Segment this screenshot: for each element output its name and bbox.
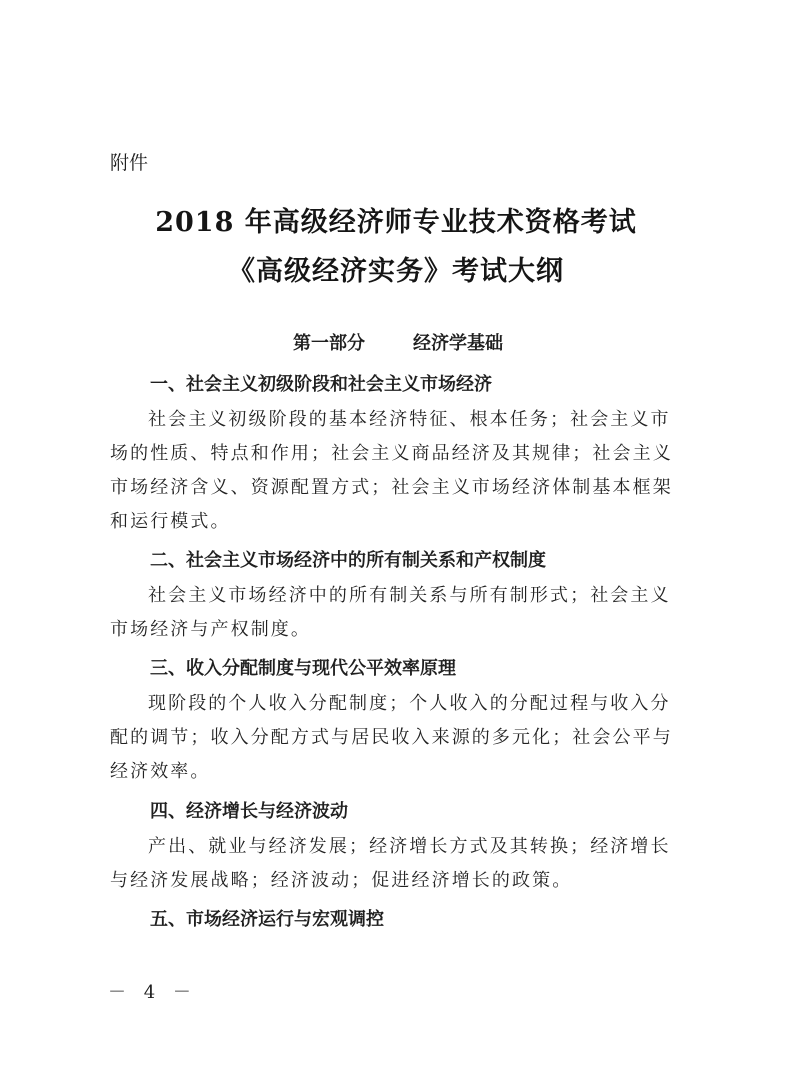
section-3-line-2: 配的调节；收入分配方式与居民收入来源的多元化；社会公平与	[110, 727, 673, 748]
section-4-line-1: 产出、就业与经济发展；经济增长方式及其转换；经济增长	[148, 836, 671, 857]
section-heading-1: 一、社会主义初级阶段和社会主义市场经济	[150, 374, 492, 395]
section-1-line-3: 市场经济含义、资源配置方式；社会主义市场经济体制基本框架	[110, 477, 673, 498]
part-heading	[0, 329, 792, 355]
section-3-line-1: 现阶段的个人收入分配制度；个人收入的分配过程与收入分	[148, 693, 671, 714]
section-heading-3: 三、收入分配制度与现代公平效率原理	[150, 658, 456, 679]
section-heading-2: 二、社会主义市场经济中的所有制关系和产权制度	[150, 550, 546, 571]
section-1-line-1: 社会主义初级阶段的基本经济特征、根本任务；社会主义市	[148, 409, 671, 430]
section-4-line-2: 与经济发展战略；经济波动；促进经济增长的政策。	[110, 870, 573, 891]
document-title-line-2: 《高级经济实务》考试大纲	[228, 256, 564, 287]
section-2-line-2: 市场经济与产权制度。	[110, 619, 311, 640]
page-number: － 4 －	[108, 982, 197, 1003]
attachment-label: 附件	[110, 152, 149, 174]
part-number: 第一部分	[293, 333, 365, 354]
section-1-line-4: 和运行模式。	[110, 511, 231, 532]
section-1-line-2: 场的性质、特点和作用；社会主义商品经济及其规律；社会主义	[110, 443, 673, 464]
part-name: 经济学基础	[413, 333, 503, 354]
section-3-line-3: 经济效率。	[110, 761, 211, 782]
section-heading-4: 四、经济增长与经济波动	[150, 801, 348, 822]
section-heading-5: 五、市场经济运行与宏观调控	[150, 909, 384, 930]
document-title-line-1: 2018 年高级经济师专业技术资格考试	[155, 207, 637, 238]
section-2-line-1: 社会主义市场经济中的所有制关系与所有制形式；社会主义	[148, 585, 671, 606]
